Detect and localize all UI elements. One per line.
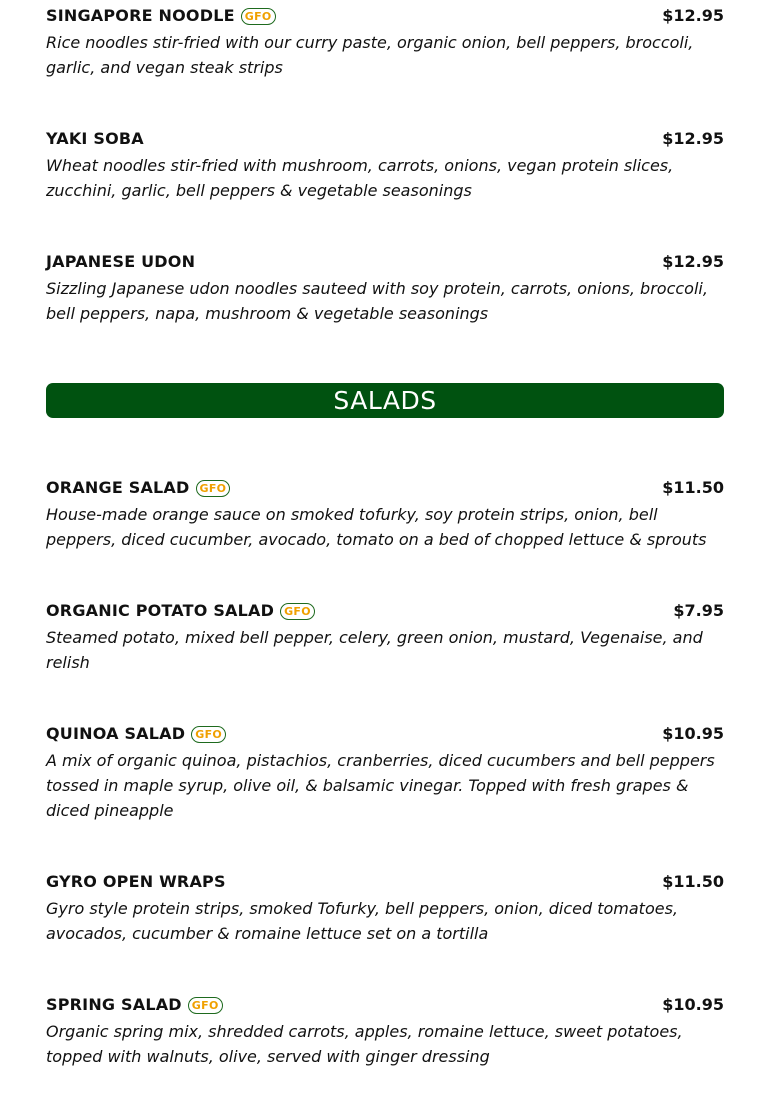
item-description: Sizzling Japanese udon noodles sauteed with soy protein, carrots, onions, broccoli, bell peppers, napa, mushroom & vegetable seasonings [46,279,708,323]
menu-item-spring-salad [46,994,724,1069]
item-description: Gyro style protein strips, smoked Tofurky, bell peppers, onion, diced tomatoes, avocados, cucumber & romaine lettuce set on a tortilla [46,899,679,943]
item-name: SINGAPORE NOODLE [46,6,235,25]
item-price: $10.95 [662,995,724,1014]
gfo-badge: GFO [280,603,315,620]
item-description: Rice noodles stir-fried with our curry paste, organic onion, bell peppers, broccoli, garlic, and vegan steak strips [46,33,694,77]
item-name: ORANGE SALAD [46,478,190,497]
gfo-badge: GFO [191,726,226,743]
item-header [46,251,724,273]
menu-item-gyro-open-wraps [46,871,724,946]
item-header [46,5,724,27]
item-price: $12.95 [662,252,724,271]
gfo-badge: GFO [241,8,276,25]
menu-item-japanese-udon [46,251,724,326]
menu-item-organic-potato-salad [46,600,724,675]
item-name: GYRO OPEN WRAPS [46,872,226,891]
item-price: $11.50 [662,872,724,891]
gfo-badge: GFO [196,480,231,497]
section-banner-salads: SALADS [46,383,724,418]
item-price: $12.95 [662,129,724,148]
item-header [46,477,724,499]
item-header [46,723,724,745]
item-description: Organic spring mix, shredded carrots, apples, romaine lettuce, sweet potatoes, topped with walnuts, olive, served with ginger dressing [46,1022,683,1066]
item-header [46,128,724,150]
item-description: House-made orange sauce on smoked tofurky, soy protein strips, onion, bell peppers, diced cucumber, avocado, tomato on a bed of chopped lettuce & sprouts [46,505,707,549]
item-name: ORGANIC POTATO SALAD [46,601,275,620]
item-description: A mix of organic quinoa, pistachios, cranberries, diced cucumbers and bell peppers tossed in maple syrup, olive oil, & balsamic vinegar. Topped with fresh grapes & diced pineapple [46,751,715,820]
item-description: Steamed potato, mixed bell pepper, celery, green onion, mustard, Vegenaise, and relish [46,628,703,672]
gfo-badge: GFO [188,997,223,1014]
item-header [46,994,724,1016]
item-price: $12.95 [662,6,724,25]
menu-item-quinoa-salad [46,723,724,823]
item-price: $11.50 [662,478,724,497]
item-description: Wheat noodles stir-fried with mushroom, carrots, onions, vegan protein slices, zucchini, garlic, bell peppers & vegetable seasonings [46,156,674,200]
item-header [46,600,724,622]
menu-item-yaki-soba [46,128,724,203]
item-price: $10.95 [662,724,724,743]
menu-item-orange-salad [46,477,724,552]
item-name: YAKI SOBA [46,129,144,148]
item-price: $7.95 [673,601,724,620]
item-name: SPRING SALAD [46,995,182,1014]
menu-item-singapore-noodle [46,5,724,80]
item-header [46,871,724,893]
item-name: JAPANESE UDON [46,252,196,271]
item-name: QUINOA SALAD [46,724,186,743]
